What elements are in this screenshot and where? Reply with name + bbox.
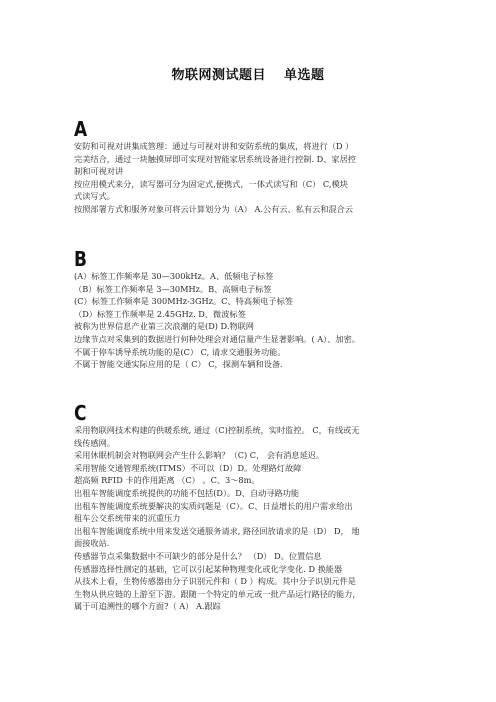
section-b — [74, 248, 446, 371]
question-line: 租车公交系统带来的沉重压力 — [74, 513, 181, 524]
question-line: 采用物联网技术构建的供暖系统, 通过（C)控制系统，实时监控。 C，有线或无 — [74, 425, 360, 435]
question-line: 采用休眠机制会对物联网会产生什么影响？（C) C， 会有消息延迟。 — [74, 450, 325, 461]
question-line: 出租车智能调度系统要解决的实质问题是（C）。C、日益增长的用户需求给出 — [74, 500, 353, 511]
question-line: （B）标签工作频率是 3—30MHz。B、高频电子标签 — [74, 283, 272, 294]
question-line: 不属于停车诱导系统功能的是(C） C, 请求交通服务功能。 — [74, 346, 286, 357]
title-sub: 单选题 — [284, 68, 325, 83]
question-line: 被称为世界信息产业第三次浪潮的是(D) D.物联网 — [74, 321, 254, 332]
section-letter: C — [74, 401, 87, 425]
question-line: 出租车智能调度系统中用来发送交通服务请求, 路径回放请求的是（D） D， 地 — [74, 525, 360, 536]
question-line: (A）标签工作频率是 30—300kHz。A、低频电子标签 — [74, 271, 274, 281]
question-line: 按应用模式来分，读写器可分为固定式,便携式，一体式读写和（C） C,模块 — [74, 178, 348, 189]
section-a — [74, 118, 446, 216]
question-line: 线传感网。 — [74, 437, 115, 448]
title-main: 物联网测试题目 — [171, 68, 266, 83]
question-line: 从技术上看，生物传感器由分子识别元件和（ D ）构成。其中分子识别元件是 — [74, 576, 356, 587]
question-line: 出租车智能调度系统提供的功能不包括(D）。D、自动寻路功能 — [74, 487, 300, 498]
question-line: 式读写式。 — [74, 191, 115, 202]
question-line: (C）标签工作频率是 300MHz-3GHz。C、特高频电子标签 — [74, 296, 293, 307]
question-line: （D）标签工作频率是 2.45GHz. D、微波标签 — [74, 308, 246, 319]
question-line: 传感器节点采集数据中不可缺少的部分是什么？ （D） D。位置信息 — [74, 550, 322, 561]
question-line: 面接收站. — [74, 538, 110, 549]
section-c — [74, 402, 446, 613]
question-line: 超高频 RFID 卡的作用距离 （C） 。C、3～8m。 — [74, 475, 260, 486]
question-line: 不属于智能交通实际应用的是（ C） C，探测车辆和设备. — [74, 359, 283, 370]
page-title — [0, 64, 496, 83]
section-letter: A — [74, 117, 88, 141]
question-line: 按照部署方式和服务对象可将云计算划分为（A） A.公有云、私有云和混合云 — [74, 203, 354, 214]
question-line: 边缘节点对采集到的数据进行何种处理会对通信量产生显著影响。( A）、加密。 — [74, 333, 360, 344]
question-line: 生物从供应链的上游至下游。跟随一个特定的单元或一批产品运行路径的能力， — [74, 588, 361, 599]
question-line: 传感器选择性测定的基础，它可以引起某种物理变化或化学变化. D 换能器 — [74, 563, 343, 574]
question-line: 属于可追溯性的哪个方面?（ A） A.跟踪 — [74, 601, 221, 612]
question-line: 制和可视对讲 — [74, 166, 124, 177]
question-line: 完美结合，通过一块触摸屏即可实现对智能家居系统设备进行控制. D、家居控 — [74, 153, 356, 164]
section-letter: B — [74, 247, 87, 271]
question-line: 安防和可视对讲集成管理：通过与可视对讲和安防系统的集成，将进行（D ） — [74, 141, 354, 151]
question-line: 采用智能交通管理系统(ITMS）不可以（D）D。处理路灯故障 — [74, 462, 302, 473]
